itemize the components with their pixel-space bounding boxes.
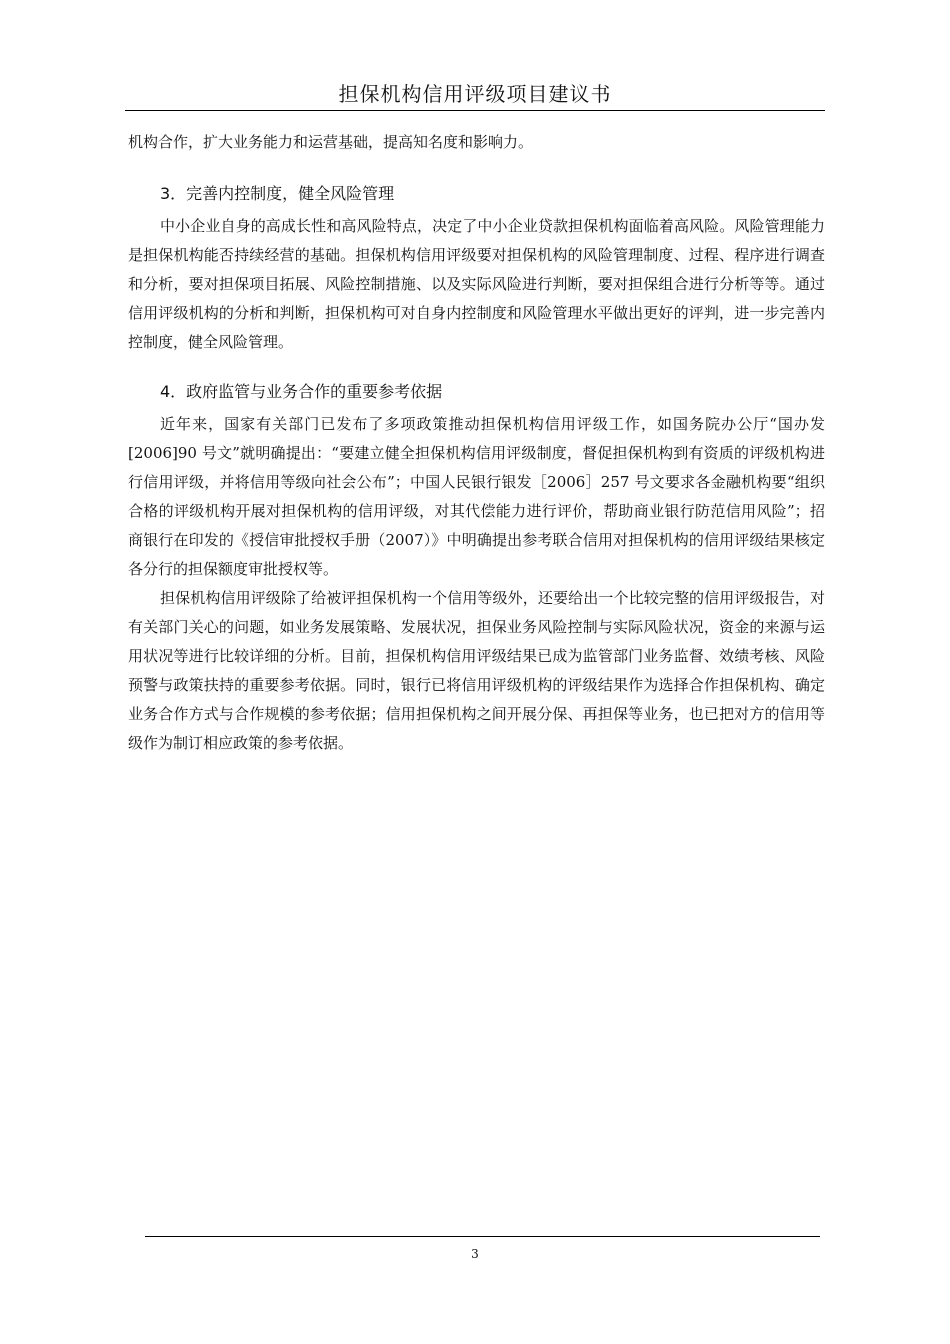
paragraph-government-policy: 近年来，国家有关部门已发布了多项政策推动担保机构信用评级工作，如国务院办公厅“国办发[2006]90 号文”就明确提出：“要建立健全担保机构信用评级制度，督促担保机构到有资质的评级机构进行信用评级，并将信用等级向社会公布”；中国人民银行银发［2006］257 号文要求各金融机构要“组织合格的评级机构开展对担保机构的信用评级，对其代偿能力进行评价，帮助商业银行防范信用风险”；招商银行在印发的《授信审批授权手册（2007）》中明确提出参考联合信用对担保机构的信用评级结果核定各分行的担保额度审批授权等。 xyxy=(128,415,825,578)
footer-divider xyxy=(145,1236,820,1237)
header-divider xyxy=(125,110,825,111)
page-header-title: 担保机构信用评级项目建议书 xyxy=(338,82,612,106)
section-heading-3: 3．完善内控制度，健全风险管理 xyxy=(160,184,395,203)
paragraph-rating-reference: 担保机构信用评级除了给被评担保机构一个信用等级外，还要给出一个比较完整的信用评级报告，对有关部门关心的问题，如业务发展策略、发展状况，担保业务风险控制与实际风险状况，资金的来源与运用状况等进行比较详细的分析。目前，担保机构信用评级结果已成为监管部门业务监督、效绩考核、风险预警与政策扶持的重要参考依据。同时，银行已将信用评级机构的评级结果作为选择合作担保机构、确定业务合作方式与合作规模的参考依据；信用担保机构之间开展分保、再担保等业务，也已把对方的信用等级作为制订相应政策的参考依据。 xyxy=(128,589,825,752)
page-number: 3 xyxy=(471,1247,479,1261)
paragraph-internal-control: 中小企业自身的高成长性和高风险特点，决定了中小企业贷款担保机构面临着高风险。风险管理能力是担保机构能否持续经营的基础。担保机构信用评级要对担保机构的风险管理制度、过程、程序进行调查和分析，要对担保项目拓展、风险控制措施、以及实际风险进行判断，要对担保组合进行分析等等。通过信用评级机构的分析和判断，担保机构可对自身内控制度和风险管理水平做出更好的评判，进一步完善内控制度，健全风险管理。 xyxy=(128,217,825,351)
document-body xyxy=(128,128,825,758)
section-heading-4: 4．政府监管与业务合作的重要参考依据 xyxy=(160,382,443,401)
paragraph-continuation: 机构合作，扩大业务能力和运营基础，提高知名度和影响力。 xyxy=(128,133,534,151)
